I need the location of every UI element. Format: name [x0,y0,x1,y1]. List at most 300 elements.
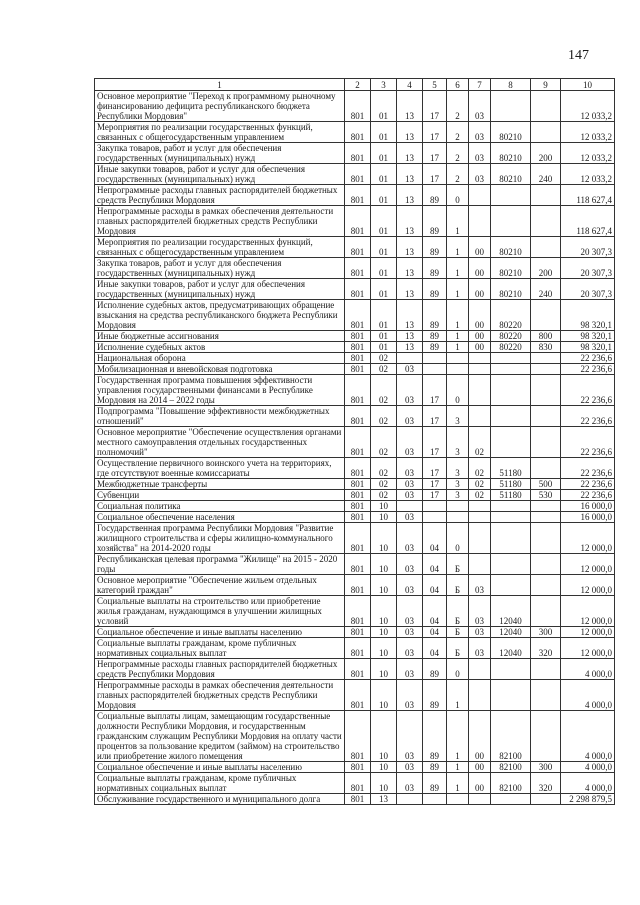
row-code-cell: 17 [423,122,447,143]
row-code-cell: 13 [397,237,423,258]
row-code-cell: 02 [469,427,491,458]
row-code-cell: 17 [423,490,447,501]
row-code-cell: 80210 [491,143,531,164]
row-amount-cell: 12 033,2 [561,91,615,122]
row-code-cell: 801 [345,143,371,164]
row-code-cell: 00 [469,342,491,353]
row-code-cell: 03 [397,680,423,711]
row-amount-cell: 118 627,4 [561,206,615,237]
row-code-cell [447,353,469,364]
row-code-cell: 801 [345,91,371,122]
row-code-cell: 03 [397,554,423,575]
row-amount-cell: 2 298 879,5 [561,794,615,805]
row-code-cell [531,427,561,458]
row-name-cell: Исполнение судебных актов [95,342,345,353]
row-code-cell [397,794,423,805]
row-code-cell [469,364,491,375]
row-code-cell [491,353,531,364]
row-code-cell: 01 [371,164,397,185]
table-row [95,680,615,711]
row-code-cell [423,794,447,805]
row-code-cell: 01 [371,331,397,342]
row-code-cell: 04 [423,627,447,638]
row-code-cell: 801 [345,206,371,237]
row-code-cell: 801 [345,794,371,805]
row-code-cell [531,575,561,596]
row-code-cell: 89 [423,342,447,353]
row-code-cell: 10 [371,711,397,762]
row-code-cell: 801 [345,122,371,143]
row-name-cell: Государственная программа Республики Мордовия "Развитие жилищного строительства и сферы жилищно-коммунального хозяйства" на 2014-2020 годы [95,523,345,554]
row-code-cell [491,91,531,122]
row-code-cell: 80210 [491,122,531,143]
row-amount-cell: 98 320,1 [561,342,615,353]
row-code-cell: 801 [345,237,371,258]
row-code-cell [531,375,561,406]
row-code-cell: 13 [397,206,423,237]
row-code-cell: 03 [469,627,491,638]
row-code-cell: 801 [345,406,371,427]
row-code-cell [423,501,447,512]
table-row [95,596,615,627]
row-code-cell [469,406,491,427]
row-code-cell: 800 [531,331,561,342]
row-code-cell: 03 [469,596,491,627]
row-code-cell [491,406,531,427]
row-name-cell: Осуществление первичного воинского учета на территориях, где отсутствуют военные комиссариаты [95,458,345,479]
row-code-cell: 13 [397,258,423,279]
row-code-cell: 801 [345,331,371,342]
row-amount-cell: 22 236,6 [561,427,615,458]
row-name-cell: Социальная политика [95,501,345,512]
row-code-cell: 02 [371,406,397,427]
row-amount-cell: 98 320,1 [561,331,615,342]
row-code-cell: 80220 [491,300,531,331]
row-code-cell [447,512,469,523]
row-amount-cell: 12 033,2 [561,122,615,143]
row-name-cell: Иные закупки товаров, работ и услуг для обеспечения государственных (муниципальных) нужд [95,279,345,300]
row-code-cell: 10 [371,627,397,638]
row-code-cell: 0 [447,523,469,554]
row-name-cell: Непрограммные расходы в рамках обеспечения деятельности главных распорядителей бюджетных средств Республики Мордовия [95,206,345,237]
row-code-cell: 03 [469,164,491,185]
table-row [95,185,615,206]
row-code-cell: 13 [371,794,397,805]
row-code-cell: 3 [447,458,469,479]
row-code-cell: 89 [423,762,447,773]
row-code-cell [491,427,531,458]
row-name-cell: Исполнение судебных актов, предусматривающих обращение взыскания на средства республиканского бюджета Республики Мордовия [95,300,345,331]
row-amount-cell: 16 000,0 [561,501,615,512]
row-code-cell: 10 [371,501,397,512]
table-row [95,711,615,762]
row-code-cell: 3 [447,490,469,501]
row-code-cell [531,91,561,122]
row-code-cell: 00 [469,331,491,342]
row-code-cell: 13 [397,342,423,353]
row-code-cell [531,523,561,554]
row-code-cell: 12040 [491,638,531,659]
row-amount-cell: 4 000,0 [561,711,615,762]
row-code-cell: 1 [447,206,469,237]
row-code-cell: 17 [423,479,447,490]
column-header: 9 [531,79,561,91]
row-code-cell: 13 [397,331,423,342]
row-amount-cell: 12 033,2 [561,143,615,164]
row-code-cell: 89 [423,279,447,300]
row-code-cell: 01 [371,237,397,258]
row-code-cell: 01 [371,342,397,353]
row-code-cell: 10 [371,773,397,794]
row-code-cell: 03 [397,375,423,406]
table-row [95,762,615,773]
row-amount-cell: 4 000,0 [561,773,615,794]
row-code-cell: 03 [397,627,423,638]
row-code-cell [491,364,531,375]
row-code-cell: 51180 [491,490,531,501]
row-code-cell [531,794,561,805]
row-amount-cell: 4 000,0 [561,659,615,680]
row-code-cell [469,375,491,406]
row-code-cell: 300 [531,627,561,638]
row-code-cell: 01 [371,143,397,164]
row-code-cell [531,554,561,575]
row-code-cell: 10 [371,554,397,575]
row-code-cell: 300 [531,762,561,773]
table-row [95,342,615,353]
row-code-cell: 10 [371,638,397,659]
row-code-cell: 1 [447,711,469,762]
row-code-cell: 17 [423,375,447,406]
row-code-cell: 17 [423,427,447,458]
row-code-cell: 801 [345,512,371,523]
row-code-cell: 1 [447,762,469,773]
row-code-cell: 89 [423,659,447,680]
row-code-cell [531,711,561,762]
row-code-cell [531,237,561,258]
row-code-cell: 89 [423,773,447,794]
row-name-cell: Непрограммные расходы главных распорядителей бюджетных средств Республики Мордовия [95,185,345,206]
row-code-cell: 200 [531,143,561,164]
row-code-cell [531,353,561,364]
row-code-cell: 01 [371,258,397,279]
row-code-cell: 03 [397,406,423,427]
row-code-cell: 3 [447,427,469,458]
row-code-cell: 02 [469,490,491,501]
row-code-cell [531,206,561,237]
row-code-cell: 13 [397,122,423,143]
row-code-cell [423,512,447,523]
row-code-cell: 2 [447,164,469,185]
row-code-cell: 02 [371,427,397,458]
row-amount-cell: 22 236,6 [561,490,615,501]
column-header: 8 [491,79,531,91]
row-code-cell [531,596,561,627]
row-code-cell: 801 [345,762,371,773]
row-code-cell: 03 [397,762,423,773]
row-code-cell: 03 [469,638,491,659]
row-name-cell: Основное мероприятие "Переход к программному рыночному финансированию дефицита республиканского бюджета Республики Мордовия" [95,91,345,122]
row-code-cell [423,364,447,375]
table-row [95,164,615,185]
row-code-cell: Б [447,596,469,627]
row-code-cell [469,185,491,206]
row-code-cell: 1 [447,279,469,300]
row-code-cell: 10 [371,512,397,523]
row-code-cell: 801 [345,353,371,364]
row-code-cell: 04 [423,638,447,659]
table-row [95,364,615,375]
table-row [95,501,615,512]
row-code-cell: 320 [531,773,561,794]
row-code-cell: 82100 [491,762,531,773]
row-code-cell: 801 [345,490,371,501]
row-code-cell: 89 [423,258,447,279]
row-name-cell: Социальное обеспечение и иные выплаты населению [95,762,345,773]
row-name-cell: Национальная оборона [95,353,345,364]
row-code-cell: 03 [469,143,491,164]
row-code-cell: 03 [469,122,491,143]
row-name-cell: Подпрограмма "Повышение эффективности межбюджетных отношений" [95,406,345,427]
row-amount-cell: 12 000,0 [561,554,615,575]
row-code-cell: 80220 [491,331,531,342]
row-code-cell [491,554,531,575]
row-code-cell: 89 [423,300,447,331]
row-code-cell: Б [447,554,469,575]
row-name-cell: Социальные выплаты лицам, замещающим государственные должности Республики Мордовия, и государственным гражданским служащим Республики Мордовия на оплату части процентов за пользование кредитом (займом) на строительство или приобретение жилого помещения [95,711,345,762]
row-code-cell: 01 [371,185,397,206]
column-header: 1 [95,79,345,91]
row-code-cell: 801 [345,375,371,406]
row-code-cell: 0 [447,185,469,206]
column-header: 10 [561,79,615,91]
column-header: 3 [371,79,397,91]
column-header: 6 [447,79,469,91]
row-code-cell: 51180 [491,479,531,490]
row-code-cell: 04 [423,575,447,596]
table-row [95,523,615,554]
row-code-cell: 01 [371,91,397,122]
row-code-cell: 03 [397,659,423,680]
row-code-cell [491,185,531,206]
row-code-cell: 04 [423,523,447,554]
row-code-cell: 801 [345,554,371,575]
row-code-cell: 17 [423,164,447,185]
row-code-cell [447,501,469,512]
row-code-cell: 801 [345,279,371,300]
row-name-cell: Мобилизационная и вневойсковая подготовка [95,364,345,375]
row-code-cell: 17 [423,406,447,427]
table-row [95,638,615,659]
row-code-cell: 51180 [491,458,531,479]
row-code-cell [531,680,561,711]
table-row [95,773,615,794]
row-code-cell: 13 [397,164,423,185]
row-code-cell: 03 [397,490,423,501]
table-row [95,659,615,680]
row-amount-cell: 20 307,3 [561,258,615,279]
row-code-cell: 1 [447,342,469,353]
table-row [95,237,615,258]
column-header: 7 [469,79,491,91]
row-code-cell [469,523,491,554]
row-amount-cell: 4 000,0 [561,762,615,773]
row-code-cell: 2 [447,91,469,122]
row-amount-cell: 22 236,6 [561,479,615,490]
row-name-cell: Межбюджетные трансферты [95,479,345,490]
row-name-cell: Государственная программа повышения эффективности управления государственными финансами в Республике Мордовия на 2014 – 2022 годы [95,375,345,406]
row-code-cell: 1 [447,680,469,711]
row-amount-cell: 12 000,0 [561,638,615,659]
row-code-cell [491,575,531,596]
row-code-cell: 82100 [491,773,531,794]
row-code-cell: 02 [371,479,397,490]
row-code-cell [469,554,491,575]
row-code-cell: 00 [469,762,491,773]
row-code-cell: 801 [345,523,371,554]
row-code-cell: 801 [345,773,371,794]
row-name-cell: Обслуживание государственного и муниципального долга [95,794,345,805]
row-code-cell [491,680,531,711]
budget-table [94,78,615,805]
table-row [95,331,615,342]
row-code-cell: 12040 [491,627,531,638]
row-name-cell: Социальное обеспечение и иные выплаты населению [95,627,345,638]
row-code-cell: 03 [397,638,423,659]
row-code-cell [423,353,447,364]
row-code-cell: 10 [371,575,397,596]
row-code-cell: 13 [397,300,423,331]
row-code-cell: 801 [345,258,371,279]
row-name-cell: Мероприятия по реализации государственных функций, связанных с общегосударственным управлением [95,237,345,258]
row-code-cell: 3 [447,479,469,490]
row-amount-cell: 20 307,3 [561,237,615,258]
header-row [95,79,615,91]
row-code-cell [531,122,561,143]
row-code-cell [491,512,531,523]
row-code-cell: 01 [371,122,397,143]
row-code-cell: Б [447,627,469,638]
row-amount-cell: 12 033,2 [561,164,615,185]
row-code-cell [447,794,469,805]
table-row [95,794,615,805]
table-row [95,554,615,575]
row-code-cell: 2 [447,122,469,143]
row-code-cell: 801 [345,185,371,206]
row-code-cell [531,300,561,331]
table-row [95,512,615,523]
column-header: 2 [345,79,371,91]
row-code-cell [491,794,531,805]
row-code-cell: 1 [447,773,469,794]
row-amount-cell: 12 000,0 [561,523,615,554]
row-code-cell [397,353,423,364]
row-code-cell: 801 [345,164,371,185]
row-code-cell: 89 [423,237,447,258]
row-code-cell: 801 [345,300,371,331]
row-amount-cell: 12 000,0 [561,596,615,627]
row-code-cell: 13 [397,279,423,300]
row-code-cell: 2 [447,143,469,164]
row-code-cell: 17 [423,91,447,122]
row-code-cell: 0 [447,659,469,680]
row-code-cell [397,501,423,512]
row-code-cell: 03 [397,711,423,762]
row-code-cell: 89 [423,331,447,342]
row-code-cell: 00 [469,773,491,794]
row-code-cell: 80210 [491,279,531,300]
row-code-cell: 00 [469,300,491,331]
row-code-cell: 01 [371,279,397,300]
row-code-cell: 02 [371,490,397,501]
row-code-cell [469,206,491,237]
table-body [95,91,615,805]
row-code-cell: 89 [423,206,447,237]
row-name-cell: Основное мероприятие "Обеспечение жильем отдельных категорий граждан" [95,575,345,596]
row-code-cell [469,794,491,805]
table-row [95,406,615,427]
row-code-cell: 13 [397,91,423,122]
row-code-cell: 03 [397,523,423,554]
row-code-cell: 80210 [491,258,531,279]
row-code-cell: 80220 [491,342,531,353]
row-code-cell: 530 [531,490,561,501]
row-code-cell [469,501,491,512]
row-code-cell [491,206,531,237]
table-row [95,427,615,458]
row-code-cell: 01 [371,300,397,331]
row-code-cell: 10 [371,680,397,711]
row-code-cell [531,458,561,479]
row-name-cell: Закупка товаров, работ и услуг для обеспечения государственных (муниципальных) нужд [95,258,345,279]
row-name-cell: Социальные выплаты гражданам, кроме публичных нормативных социальных выплат [95,638,345,659]
row-amount-cell: 12 000,0 [561,575,615,596]
row-code-cell: 12040 [491,596,531,627]
row-code-cell: 80210 [491,164,531,185]
row-code-cell [491,523,531,554]
row-name-cell: Иные закупки товаров, работ и услуг для обеспечения государственных (муниципальных) нужд [95,164,345,185]
row-code-cell: 03 [397,364,423,375]
row-code-cell: 801 [345,575,371,596]
table-row [95,458,615,479]
row-code-cell: 0 [447,375,469,406]
row-code-cell: 13 [397,143,423,164]
row-code-cell: 801 [345,596,371,627]
row-code-cell: Б [447,638,469,659]
table-row [95,300,615,331]
row-code-cell: 00 [469,258,491,279]
row-code-cell [469,659,491,680]
row-code-cell: 801 [345,479,371,490]
table-row [95,490,615,501]
row-name-cell: Непрограммные расходы главных распорядителей бюджетных средств Республики Мордовия [95,659,345,680]
row-code-cell: 10 [371,523,397,554]
row-code-cell: 17 [423,143,447,164]
row-code-cell [531,512,561,523]
row-code-cell [531,501,561,512]
row-amount-cell: 12 000,0 [561,627,615,638]
row-code-cell [491,375,531,406]
row-code-cell [469,680,491,711]
row-code-cell: 500 [531,479,561,490]
row-code-cell: 02 [371,364,397,375]
row-code-cell: 10 [371,659,397,680]
table-row [95,575,615,596]
row-code-cell: 00 [469,711,491,762]
row-code-cell: 801 [345,501,371,512]
column-header: 4 [397,79,423,91]
row-code-cell: 1 [447,237,469,258]
